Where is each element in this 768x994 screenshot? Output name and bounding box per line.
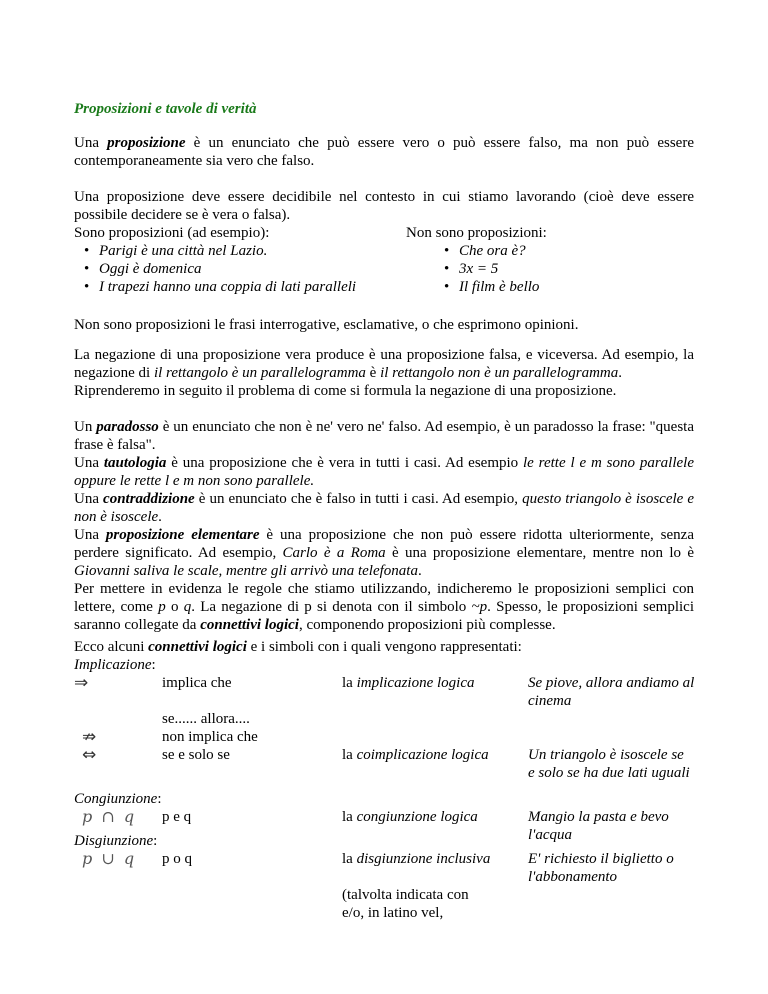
table-row: p ∩ q p e q la congiunzione logica Mangio la pasta e bevo l'acqua xyxy=(82,807,669,843)
section-title: Proposizioni e tavole di verità xyxy=(74,101,257,117)
list-item: • Oggi è domenica xyxy=(74,260,364,278)
not-implies-icon: ⇏ xyxy=(82,727,97,747)
examples-yes-list xyxy=(74,242,364,296)
iff-icon: ⇔ xyxy=(82,745,97,765)
label-implicazione: Implicazione: xyxy=(74,657,156,673)
examples-no xyxy=(406,224,666,296)
label-disgiunzione: Disgiunzione: xyxy=(74,833,158,849)
list-item: • Che ora è? xyxy=(434,242,666,260)
paragraph-connettivi-intro: Ecco alcuni connettivi logici e i simboli con i quali vengono rappresentati: xyxy=(74,639,522,655)
paragraph-negazione: La negazione di una proposizione vera produce è una proposizione falsa, e viceversa. Ad esempio, la negazione di il rettangolo è un parallelogramma è il rettangolo non è un parallelogramma. Riprenderemo in seguito il problema di come si formula la negazione di una proposizione. xyxy=(74,347,694,399)
paragraph-paradosso: Un paradosso è un enunciato che non è ne' vero ne' falso. Ad esempio, è un paradosso la frase: "questa frase è falsa". Una tautologia è una proposizione che è vera in tutti i casi. Ad esempio le rette l e m sono parallele oppure le rette l e m non sono parallele. Una contraddizione è un enunciato che è falso in tutti i casi. Ad esempio, questo triangolo è isoscele e non è isoscele. xyxy=(74,419,695,525)
examples-no-header: Non sono proposizioni: xyxy=(406,225,547,241)
table-row: ⇒ implica che la implicazione logica Se piove, allora andiamo al cinema xyxy=(74,673,695,709)
list-item: • 3x = 5 xyxy=(434,260,666,278)
term-tautologia: tautologia xyxy=(103,455,167,471)
term-paradosso: paradosso xyxy=(96,419,159,435)
label-congiunzione: Congiunzione: xyxy=(74,791,162,807)
paragraph-decidibile: Una proposizione deve essere decidibile nel contesto in cui stiamo lavorando (cioè deve essere possibile decidere se è vera o falsa). xyxy=(74,189,694,223)
list-item: • I trapezi hanno una coppia di lati paralleli xyxy=(74,278,364,296)
intersection-icon: p ∩ q xyxy=(82,807,137,826)
table-row: ⇔ se e solo se la coimplicazione logica Un triangolo è isoscele se e solo se ha due lati uguali xyxy=(82,745,690,781)
paragraph-nonproposizioni: Non sono proposizioni le frasi interrogative, esclamative, o che esprimono opinioni. xyxy=(74,317,579,333)
examples-no-list xyxy=(434,242,666,296)
union-icon: p ∪ q xyxy=(82,849,137,868)
term-proposizione-elementare: proposizione elementare xyxy=(105,527,260,543)
examples-yes-header: Sono proposizioni (ad esempio): xyxy=(74,225,270,241)
implies-icon: ⇒ xyxy=(74,673,89,693)
term-contraddizione: contraddizione xyxy=(103,491,195,507)
examples-yes xyxy=(74,224,364,296)
term-connettivi-logici: connettivi logici xyxy=(200,617,299,633)
paragraph-definition: Una proposizione è un enunciato che può essere vero o può essere falso, ma non può essere contemporaneamente sia vero che falso. xyxy=(74,135,694,169)
paragraph-elementare: Una proposizione elementare è una proposizione che non può essere ridotta ulteriormente, senza perdere significato. Ad esempio, Carlo è a Roma è una proposizione elementare, mentre non lo è Giovanni saliva le scale, mentre gli arrivò una telefonata. Per mettere in evidenza le regole che stiamo utilizzando, indicheremo le proposizioni semplici con lettere, come p o q. La negazione di p si denota con il simbolo ~p. Spesso, le proposizioni semplici saranno collegate da connettivi logici, componendo proposizioni più complesse. xyxy=(74,527,695,633)
term-proposizione: proposizione xyxy=(107,135,186,151)
list-item: • Il film è bello xyxy=(434,278,666,296)
table-row: p ∪ q p o q la disgiunzione inclusiva E' richiesto il biglietto o l'abbonamento (talvolta indicata con e/o, in latino vel, xyxy=(82,849,674,921)
list-item: • Parigi è una città nel Lazio. xyxy=(74,242,364,260)
